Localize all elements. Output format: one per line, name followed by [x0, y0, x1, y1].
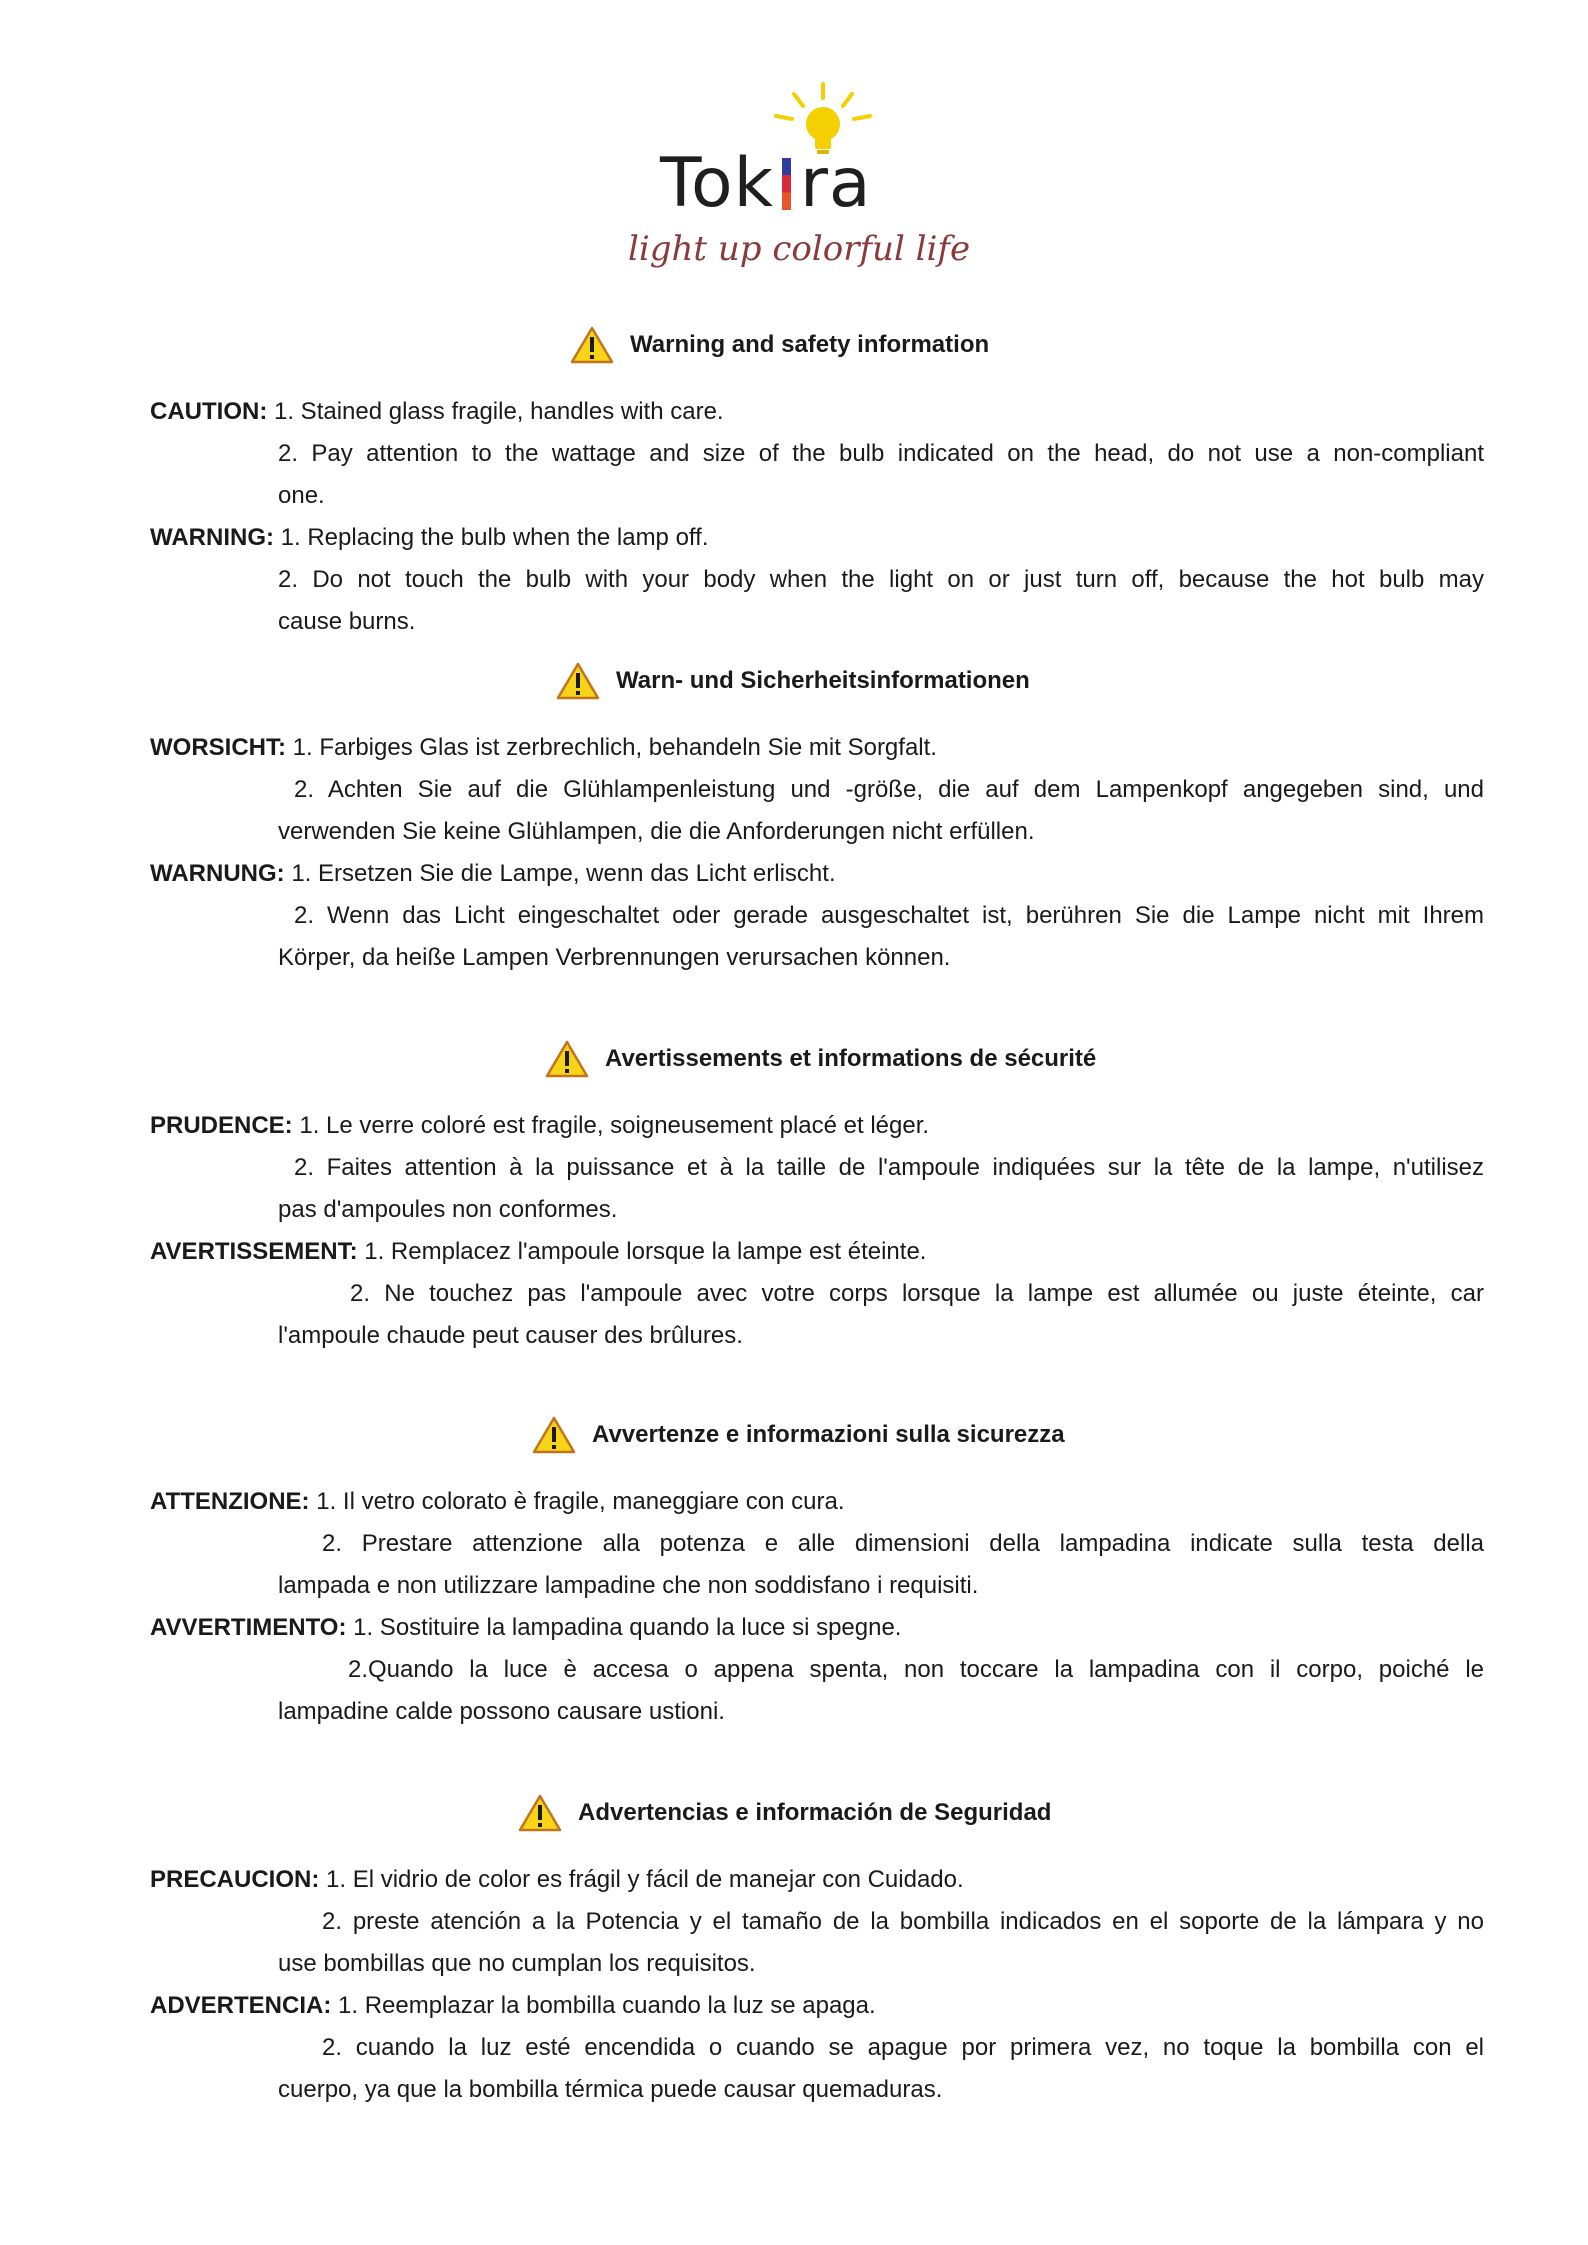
caution-line-1: ATTENZIONE: 1. Il vetro colorato è fragile, maneggiare con cura. [150, 1488, 845, 1515]
warning-line-2-cont: cuerpo, ya que la bombilla térmica puede causar quemaduras. [278, 2076, 943, 2103]
warning-line-2-cont: Körper, da heiße Lampen Verbrennungen verursachen können. [278, 944, 951, 971]
caution-line-2: 2. Achten Sie auf die Glühlampenleistung und -größe, die auf dem Lampenkopf angegeben sind, und [294, 776, 1484, 803]
caution-label: PRUDENCE: [150, 1112, 293, 1139]
brand-tagline: light up colorful life [628, 229, 971, 269]
warning-triangle-icon [545, 1040, 589, 1078]
section-french [150, 1034, 1484, 1354]
colored-bar-letter [782, 158, 791, 210]
section-heading [545, 1040, 1096, 1078]
caution-line-2: 2. Pay attention to the wattage and size of the bulb indicated on the head, do not use a non-compliant [278, 440, 1484, 467]
caution-line-1: CAUTION: 1. Stained glass fragile, handles with care. [150, 398, 724, 425]
caution-label: PRECAUCION: [150, 1866, 320, 1893]
section-title: Advertencias e información de Seguridad [578, 1799, 1052, 1826]
warning-line-2-cont: l'ampoule chaude peut causer des brûlures. [278, 1322, 743, 1349]
warning-line-1: AVERTISSEMENT: 1. Remplacez l'ampoule lorsque la lampe est éteinte. [150, 1238, 927, 1265]
caution-line-2: 2. preste atención a la Potencia y el tamaño de la bombilla indicados en el soporte de la lámpara y no [322, 1908, 1484, 1935]
caution-line-1: PRUDENCE: 1. Le verre coloré est fragile, soigneusement placé et léger. [150, 1112, 930, 1139]
warning-line-2: 2. Wenn das Licht eingeschaltet oder gerade ausgeschaltet ist, berühren Sie die Lampe nicht mit Ihrem [294, 902, 1484, 929]
caution-line-1: WORSICHT: 1. Farbiges Glas ist zerbrechlich, behandeln Sie mit Sorgfalt. [150, 734, 937, 761]
caution-line-2-cont: use bombillas que no cumplan los requisitos. [278, 1950, 756, 1977]
section-title: Warning and safety information [630, 331, 990, 358]
section-spanish [150, 1788, 1484, 2108]
caution-line-2-cont: verwenden Sie keine Glühlampen, die die Anforderungen nicht erfüllen. [278, 818, 1035, 845]
section-italian [150, 1410, 1484, 1730]
section-english [150, 320, 1484, 640]
warning-line-1: AVVERTIMENTO: 1. Sostituire la lampadina quando la luce si spegne. [150, 1614, 902, 1641]
warning-line-1: WARNING: 1. Replacing the bulb when the lamp off. [150, 524, 709, 551]
warning-triangle-icon [518, 1794, 562, 1832]
warning-label: WARNUNG: [150, 860, 285, 887]
section-heading [556, 662, 1030, 700]
section-heading [518, 1794, 1051, 1832]
warning-line-2: 2.Quando la luce è accesa o appena spenta, non toccare la lampadina con il corpo, poiché le [348, 1656, 1484, 1683]
section-title: Warn- und Sicherheitsinformationen [616, 667, 1030, 694]
warning-line-2: 2. Do not touch the bulb with your body when the light on or just turn off, because the hot bulb may [278, 566, 1484, 593]
section-heading [532, 1416, 1065, 1454]
warning-label: AVVERTIMENTO: [150, 1614, 347, 1641]
caution-line-2: 2. Faites attention à la puissance et à la taille de l'ampoule indiquées sur la tête de la lampe, n'utilisez [294, 1154, 1484, 1181]
warning-label: AVERTISSEMENT: [150, 1238, 358, 1265]
caution-line-2: 2. Prestare attenzione alla potenza e alle dimensioni della lampadina indicate sulla testa della [322, 1530, 1484, 1557]
caution-line-2-cont: lampada e non utilizzare lampadine che non soddisfano i requisiti. [278, 1572, 979, 1599]
warning-line-1: WARNUNG: 1. Ersetzen Sie die Lampe, wenn das Licht erlischt. [150, 860, 836, 887]
caution-label: ATTENZIONE: [150, 1488, 310, 1515]
warning-label: WARNING: [150, 524, 274, 551]
section-title: Avertissements et informations de sécurité [605, 1045, 1097, 1072]
caution-line-2-cont: one. [278, 482, 325, 509]
warning-line-2-cont: cause burns. [278, 608, 416, 635]
caution-label: WORSICHT: [150, 734, 286, 761]
warning-line-2-cont: lampadine calde possono causare ustioni. [278, 1698, 725, 1725]
warning-label: ADVERTENCIA: [150, 1992, 332, 2019]
section-title: Avvertenze e informazioni sulla sicurezza [592, 1421, 1065, 1448]
warning-triangle-icon [532, 1416, 576, 1454]
section-german [150, 656, 1484, 976]
warning-line-2: 2. Ne touchez pas l'ampoule avec votre corps lorsque la lampe est allumée ou juste éteinte, car [350, 1280, 1484, 1307]
warning-line-2: 2. cuando la luz esté encendida o cuando se apague por primera vez, no toque la bombilla con el [322, 2034, 1484, 2061]
caution-line-2-cont: pas d'ampoules non conformes. [278, 1196, 618, 1223]
warning-triangle-icon [570, 326, 614, 364]
brand-logo [620, 82, 990, 282]
warning-line-1: ADVERTENCIA: 1. Reemplazar la bombilla cuando la luz se apaga. [150, 1992, 876, 2019]
brand-wordmark: Tok ra [660, 144, 872, 223]
caution-label: CAUTION: [150, 398, 268, 425]
section-heading [570, 326, 989, 364]
caution-line-1: PRECAUCION: 1. El vidrio de color es frágil y fácil de manejar con Cuidado. [150, 1866, 964, 1893]
warning-triangle-icon [556, 662, 600, 700]
